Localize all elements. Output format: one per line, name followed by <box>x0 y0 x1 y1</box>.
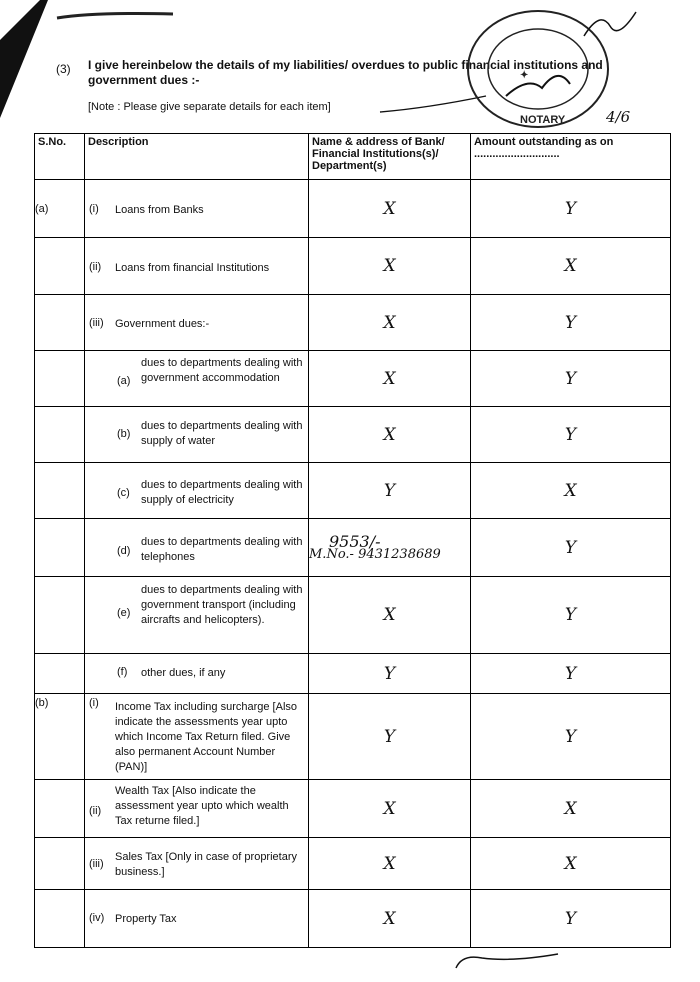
row-text: Loans from Banks <box>115 204 204 216</box>
amount-mark: Y <box>471 694 671 780</box>
bank-mark: Y <box>309 654 471 694</box>
row-sno <box>35 238 85 295</box>
bank-mark: X <box>309 838 471 890</box>
row-roman: (ii) <box>89 261 102 273</box>
row-roman: (i) <box>89 203 99 215</box>
scan-shadow <box>0 0 48 120</box>
row-text: Income Tax including surcharge [Also indicate the assessments year upto which Income Tax Return filed. Give also permanent Account Number (PAN)] <box>115 701 298 773</box>
table-row <box>35 463 671 519</box>
row-roman: (ii) <box>89 805 102 817</box>
amount-mark: Y <box>471 407 671 463</box>
table-row <box>35 519 671 577</box>
amount-mark: Y <box>471 180 671 238</box>
row-sno <box>35 654 85 694</box>
col-bank: Name & address of Bank/ Financial Institutions(s)/ Department(s) <box>309 134 471 180</box>
bank-mark: X <box>309 351 471 407</box>
table-row <box>35 351 671 407</box>
row-sno <box>35 463 85 519</box>
bank-mark: X <box>309 780 471 838</box>
row-letter: (c) <box>117 487 130 499</box>
svg-text:✦: ✦ <box>520 70 529 81</box>
row-letter: (a) <box>117 375 131 387</box>
row-roman: (iii) <box>89 317 104 329</box>
row-roman: (iv) <box>89 912 105 924</box>
row-description <box>85 838 309 890</box>
row-description <box>85 238 309 295</box>
row-text: Wealth Tax [Also indicate the assessment year upto which wealth Tax returne filed.] <box>115 785 289 827</box>
col-description: Description <box>85 134 309 180</box>
amount-mark: Y <box>471 351 671 407</box>
row-sno <box>35 838 85 890</box>
amount-mark: X <box>471 780 671 838</box>
phone-amount: 9553/- <box>329 531 381 551</box>
bank-mark: X <box>309 180 471 238</box>
row-description <box>85 577 309 654</box>
row-sno <box>35 780 85 838</box>
row-text: Loans from financial Institutions <box>115 262 270 274</box>
row-description <box>85 654 309 694</box>
amount-mark: X <box>471 463 671 519</box>
row-text: dues to departments dealing with supply of water <box>141 420 303 447</box>
note-text: [Note : Please give separate details for each item] <box>88 101 331 113</box>
bank-mark: X <box>309 295 471 351</box>
amount-mark: Y <box>471 577 671 654</box>
table-row <box>35 890 671 948</box>
amount-mark: Y <box>471 890 671 948</box>
row-description <box>85 407 309 463</box>
amount-mark: X <box>471 838 671 890</box>
col-sno: S.No. <box>35 134 85 180</box>
row-letter: (d) <box>117 545 131 557</box>
bank-mark: Y <box>309 694 471 780</box>
phone-number: M.No.- 9431238689 <box>309 546 441 562</box>
row-text: dues to departments dealing with government transport (including aircrafts and helicopters). <box>141 584 303 626</box>
signature-mark <box>580 6 640 46</box>
amount-mark: Y <box>471 519 671 577</box>
row-description <box>85 295 309 351</box>
signature-squiggle <box>452 950 562 972</box>
row-sno: (b) <box>35 694 85 780</box>
row-text: dues to departments dealing with telephones <box>141 536 303 563</box>
row-sno <box>35 407 85 463</box>
seal-text: NOTARY <box>520 114 566 126</box>
bank-mark: X <box>309 577 471 654</box>
bank-mark: X <box>309 890 471 948</box>
row-sno: (a) <box>35 180 85 238</box>
row-description <box>85 519 309 577</box>
table-row <box>35 295 671 351</box>
row-text: Sales Tax [Only in case of proprietary business.] <box>115 851 297 878</box>
row-letter: (e) <box>117 607 131 619</box>
row-sno <box>35 295 85 351</box>
row-letter: (f) <box>117 666 128 678</box>
row-description <box>85 780 309 838</box>
row-sno <box>35 519 85 577</box>
row-description <box>85 694 309 780</box>
scan-streak <box>55 8 175 22</box>
table-row <box>35 694 671 780</box>
row-roman: (i) <box>89 697 99 709</box>
row-text: Government dues:- <box>115 318 210 330</box>
row-text: dues to departments dealing with supply of electricity <box>141 479 303 506</box>
table-row <box>35 238 671 295</box>
bank-mark <box>309 519 471 577</box>
row-text: other dues, if any <box>141 667 226 679</box>
row-sno <box>35 351 85 407</box>
page-number: 4/6 <box>606 108 631 126</box>
col-amount: Amount outstanding as on ............................ <box>471 134 671 180</box>
row-description <box>85 351 309 407</box>
table-row <box>35 654 671 694</box>
bank-mark: X <box>309 238 471 295</box>
row-description <box>85 890 309 948</box>
table-row <box>35 577 671 654</box>
bank-mark: Y <box>309 463 471 519</box>
intro-text: I give hereinbelow the details of my liabilities/ overdues to public financial institutions and government dues :- <box>88 58 603 87</box>
row-letter: (b) <box>117 428 131 440</box>
bank-mark: X <box>309 407 471 463</box>
row-description <box>85 463 309 519</box>
row-roman: (iii) <box>89 858 104 870</box>
row-sno <box>35 577 85 654</box>
amount-mark: Y <box>471 295 671 351</box>
table-row <box>35 780 671 838</box>
row-text: Property Tax <box>115 913 177 925</box>
header-row <box>35 134 671 180</box>
amount-mark: Y <box>471 654 671 694</box>
table-row <box>35 180 671 238</box>
row-description <box>85 180 309 238</box>
table-row <box>35 407 671 463</box>
table-row <box>35 838 671 890</box>
row-text: dues to departments dealing with government accommodation <box>141 357 303 384</box>
amount-mark: X <box>471 238 671 295</box>
liabilities-table <box>34 133 671 948</box>
row-sno <box>35 890 85 948</box>
item-number: (3) <box>56 62 71 76</box>
